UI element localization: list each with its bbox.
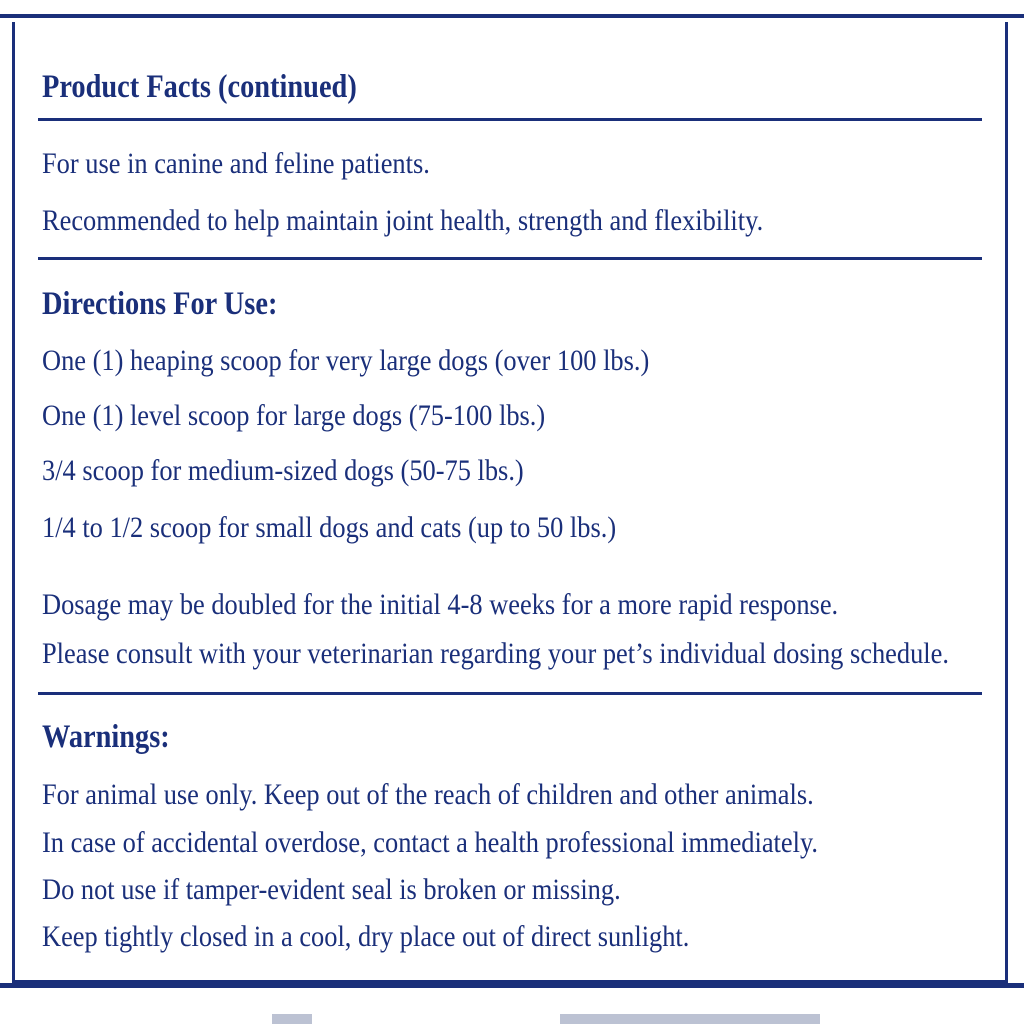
product-fact-line: Recommended to help maintain joint health, strength and flexibility.	[42, 204, 764, 237]
dose-line: One (1) heaping scoop for very large dogs (over 100 lbs.)	[42, 344, 650, 377]
top-border-rule	[0, 14, 1024, 18]
warning-line: Do not use if tamper-evident seal is broken or missing.	[42, 873, 621, 906]
warning-line: Keep tightly closed in a cool, dry place out of direct sunlight.	[42, 920, 690, 953]
dose-line: 1/4 to 1/2 scoop for small dogs and cats (up to 50 lbs.)	[42, 511, 617, 544]
section-divider	[38, 257, 982, 260]
directions-heading: Directions For Use:	[42, 286, 278, 322]
dose-line: 3/4 scoop for medium-sized dogs (50-75 lbs.)	[42, 454, 524, 487]
warning-line: For animal use only. Keep out of the reach of children and other animals.	[42, 778, 814, 811]
dosage-note: Please consult with your veterinarian regarding your pet’s individual dosing schedule.	[42, 637, 949, 670]
section-divider	[38, 118, 982, 121]
dose-line: One (1) level scoop for large dogs (75-100 lbs.)	[42, 399, 546, 432]
cropped-text-fragment	[272, 1014, 312, 1024]
dosage-note: Dosage may be doubled for the initial 4-8 weeks for a more rapid response.	[42, 588, 839, 621]
warning-line: In case of accidental overdose, contact a health professional immediately.	[42, 826, 819, 859]
product-facts-heading: Product Facts (continued)	[42, 69, 357, 105]
product-fact-line: For use in canine and feline patients.	[42, 147, 430, 180]
cropped-text-fragment	[560, 1014, 820, 1024]
bottom-border-rule	[0, 983, 1024, 988]
section-divider	[38, 692, 982, 695]
warnings-heading: Warnings:	[42, 719, 170, 755]
